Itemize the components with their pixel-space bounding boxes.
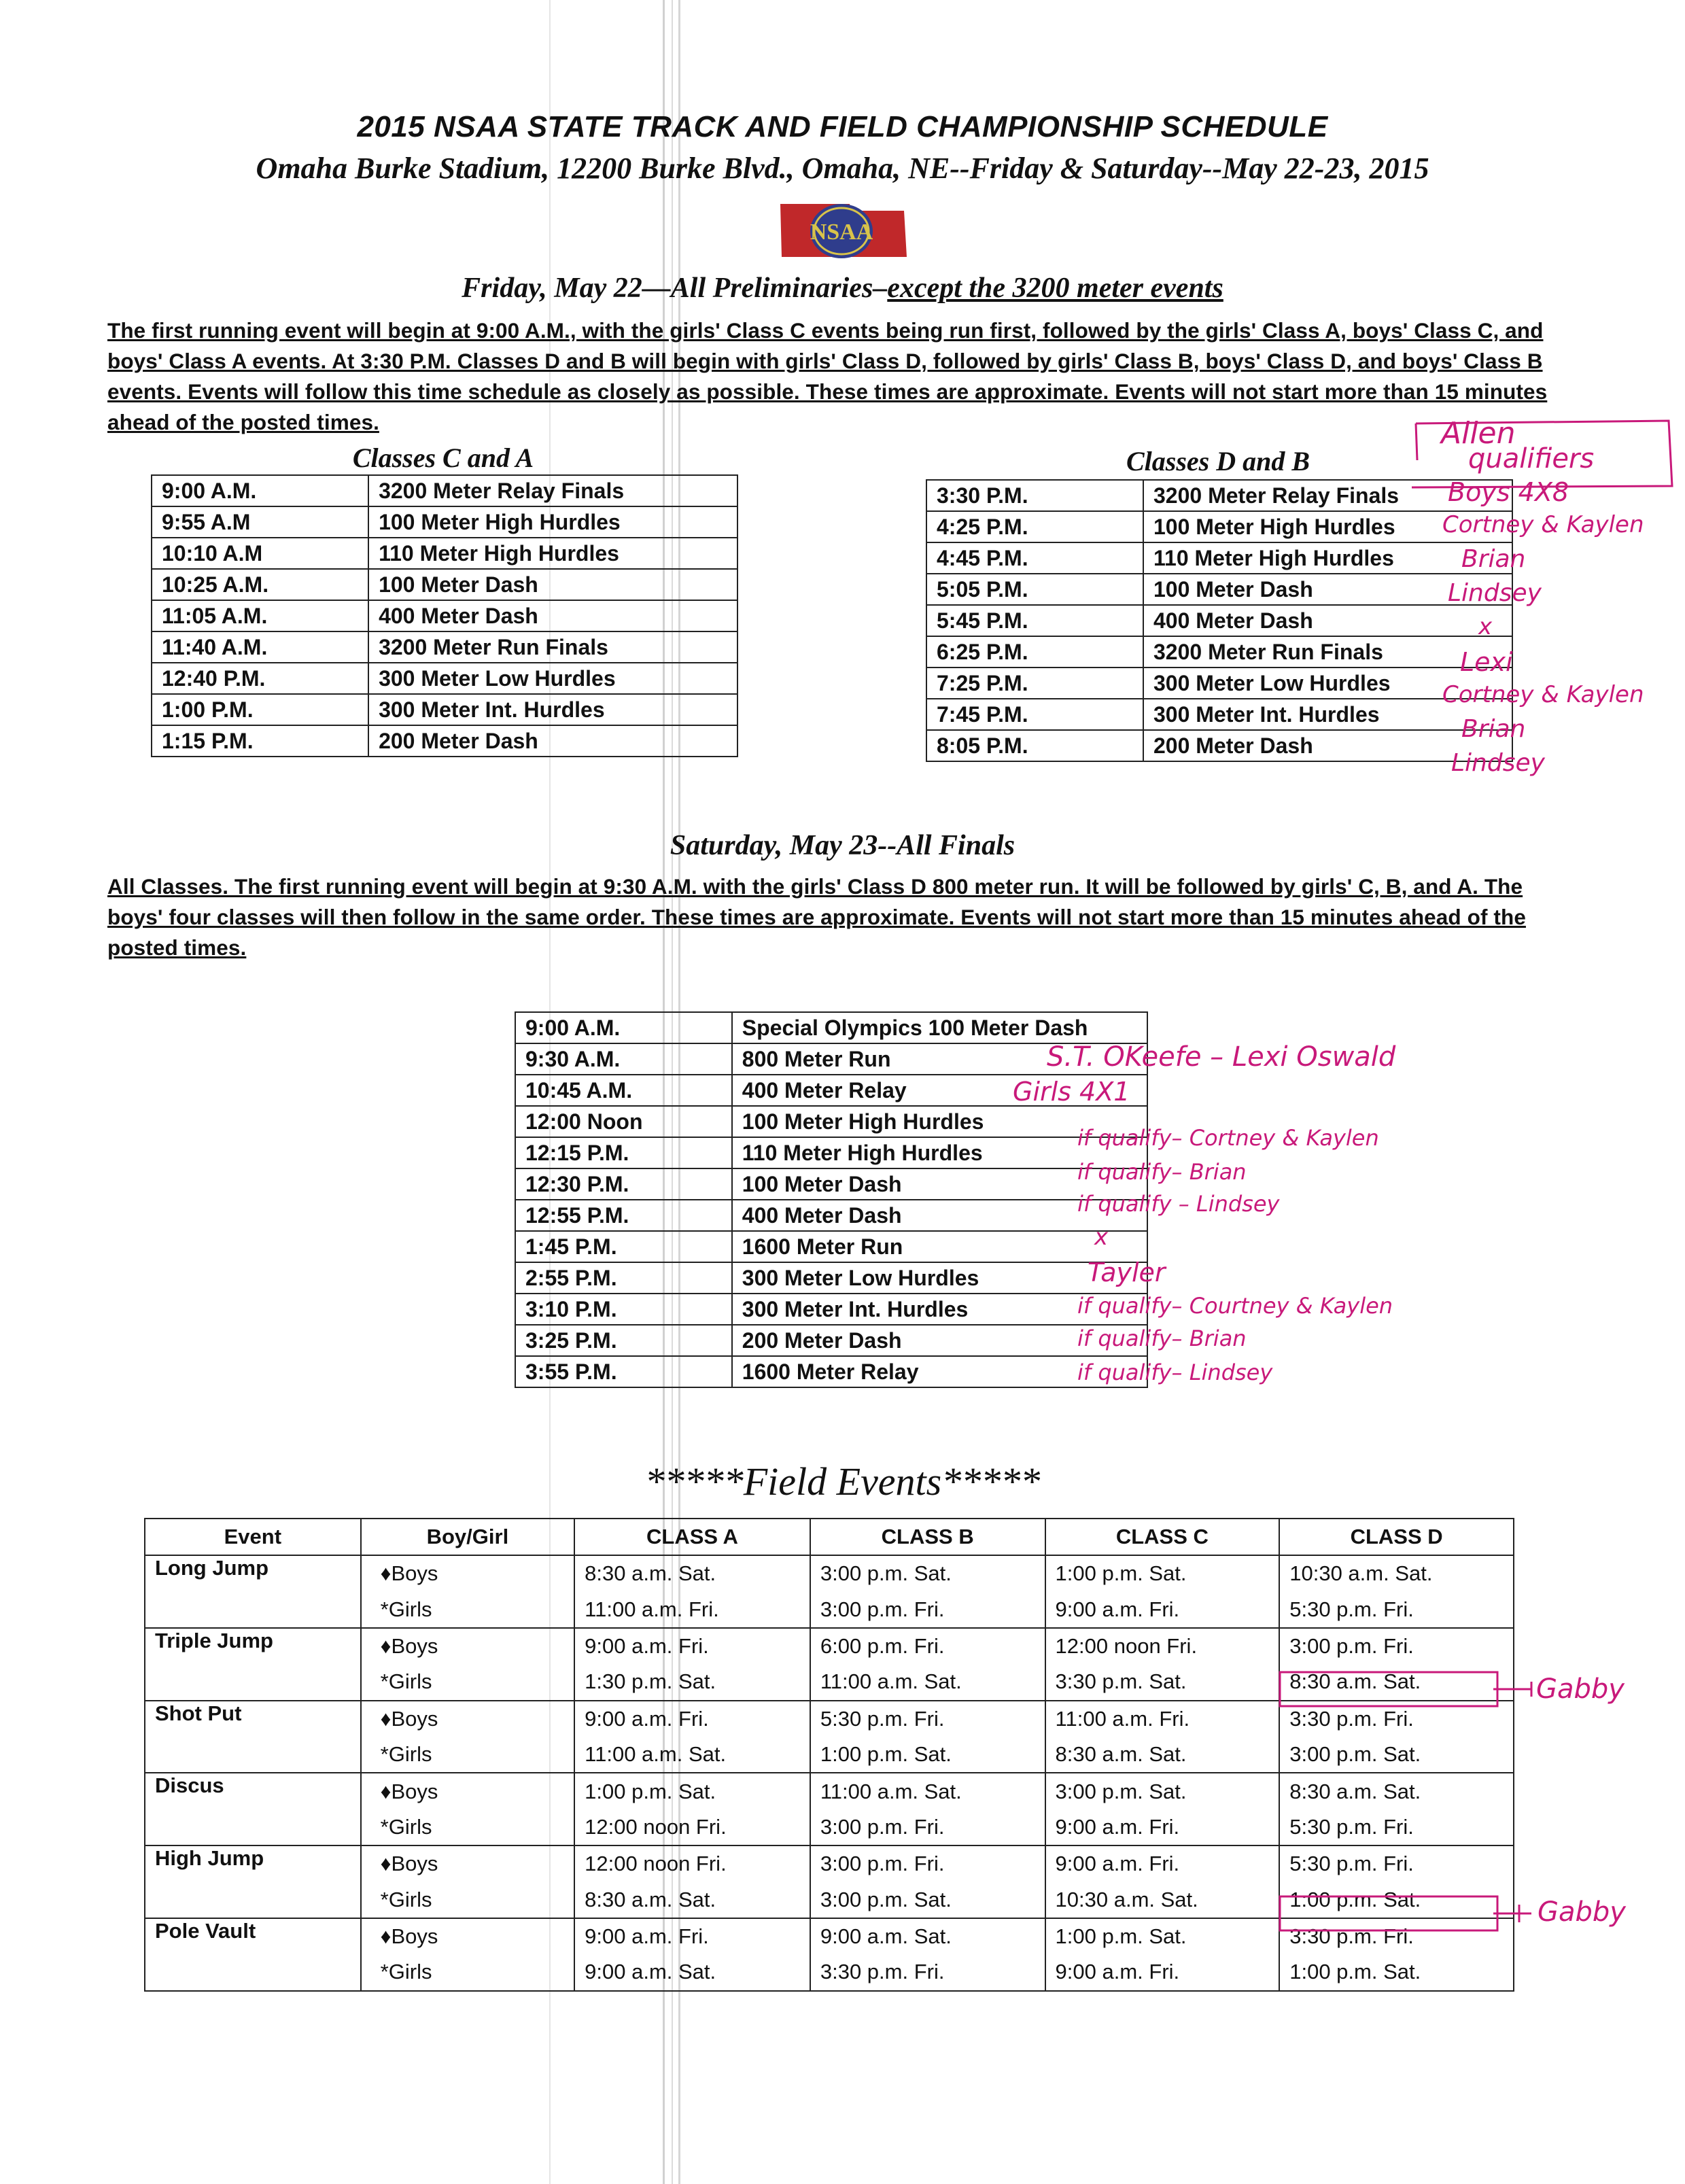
field-class-a: 12:00 noon Fri. (574, 1809, 810, 1845)
classes-ca-heading: Classes C and A (352, 443, 534, 473)
schedule-event: 300 Meter Int. Hurdles (732, 1294, 1147, 1325)
field-class-a: 9:00 a.m. Fri. (574, 1918, 810, 1954)
diamond-icon: ♦ (380, 1706, 392, 1731)
field-event-name: Long Jump (145, 1555, 361, 1591)
hw-db-note: Brian (1461, 715, 1526, 743)
friday-paragraph: The first running event will begin at 9:00 A.M., with the girls' Class C events being run first, followed by the girls' Class A, boys' Class C, and boys' Class A events. At 3:30 P.M. Classes D and B will begin with girls' Class D, followed by girls' Class B, boys' Class D, and boys' Class B events. Events will follow this time schedule as closely as possible. These times are approximate. Events will not start more than 15 minutes ahead of the posted times. (107, 318, 1548, 434)
schedule-event: 100 Meter Dash (368, 569, 737, 600)
schedule-event: 1600 Meter Run (732, 1231, 1147, 1262)
field-header-cell: CLASS B (810, 1519, 1045, 1555)
diamond-icon: ♦ (380, 1924, 392, 1949)
schedule-time: 10:10 A.M (152, 538, 368, 569)
field-header-cell: CLASS A (574, 1519, 810, 1555)
gabby-box-2 (1278, 1894, 1502, 1934)
schedule-time: 5:45 P.M. (926, 605, 1143, 636)
hw-db-note: Lexi (1460, 647, 1513, 677)
field-gender (361, 1701, 574, 1737)
schedule-time: 11:05 A.M. (152, 600, 368, 631)
schedule-time: 10:45 A.M. (515, 1075, 732, 1106)
field-gender (361, 1845, 574, 1882)
field-gender-label: Girls (388, 1669, 432, 1694)
field-event-name (145, 1882, 361, 1918)
schedule-row (152, 475, 737, 506)
field-event-name (145, 1809, 361, 1845)
field-class-b: 6:00 p.m. Fri. (810, 1628, 1045, 1664)
schedule-time: 9:30 A.M. (515, 1043, 732, 1075)
field-class-b: 11:00 a.m. Sat. (810, 1664, 1045, 1700)
field-class-b: 3:00 p.m. Fri. (810, 1845, 1045, 1882)
field-row (145, 1628, 1514, 1664)
field-class-b: 3:00 p.m. Sat. (810, 1882, 1045, 1918)
schedule-time: 1:00 P.M. (152, 694, 368, 725)
field-gender (361, 1737, 574, 1773)
schedule-event: 200 Meter Dash (1143, 730, 1512, 761)
field-event-name: Triple Jump (145, 1628, 361, 1664)
field-gender-label: Girls (388, 1597, 432, 1621)
field-class-d: 3:00 p.m. Fri. (1279, 1628, 1514, 1664)
hw-db-note: Boys 4X8 (1448, 477, 1569, 507)
schedule-time: 2:55 P.M. (515, 1262, 732, 1294)
schedule-time: 3:30 P.M. (926, 480, 1143, 511)
schedule-time: 9:00 A.M. (515, 1012, 732, 1043)
field-class-b: 3:00 p.m. Fri. (810, 1809, 1045, 1845)
saturday-heading: Saturday, May 23--All Finals (670, 830, 1015, 861)
field-event-name: Shot Put (145, 1701, 361, 1737)
field-class-a: 9:00 a.m. Fri. (574, 1628, 810, 1664)
asterisk-icon: * (380, 1887, 389, 1911)
schedule-event: 3200 Meter Run Finals (368, 631, 737, 663)
field-event-name (145, 1954, 361, 1990)
hw-allen: Allen (1441, 416, 1516, 451)
diamond-icon: ♦ (380, 1633, 392, 1658)
field-class-d: 5:30 p.m. Fri. (1279, 1809, 1514, 1845)
field-class-a: 9:00 a.m. Fri. (574, 1701, 810, 1737)
asterisk-icon: * (380, 1742, 389, 1767)
field-class-c: 10:30 a.m. Sat. (1045, 1882, 1280, 1918)
field-gender (361, 1882, 574, 1918)
schedule-row (926, 699, 1512, 730)
hw-sat-note: if qualify– Cortney & Kaylen (1077, 1125, 1379, 1151)
schedule-row (515, 1294, 1147, 1325)
field-event-name: Pole Vault (145, 1918, 361, 1954)
field-class-d: 10:30 a.m. Sat. (1279, 1555, 1514, 1591)
schedule-event: 100 Meter High Hurdles (1143, 511, 1512, 542)
field-class-c: 3:00 p.m. Sat. (1045, 1773, 1280, 1809)
field-gender-label: Boys (391, 1779, 438, 1803)
field-header-cell: Boy/Girl (361, 1519, 574, 1555)
field-class-c: 3:30 p.m. Sat. (1045, 1664, 1280, 1700)
hw-sat-note: if qualify– Brian (1077, 1159, 1247, 1185)
schedule-row (515, 1200, 1147, 1231)
friday-heading (0, 272, 1685, 305)
field-gender (361, 1555, 574, 1591)
field-class-a: 9:00 a.m. Sat. (574, 1954, 810, 1990)
field-class-d: 5:30 p.m. Fri. (1279, 1591, 1514, 1627)
field-class-d: 3:00 p.m. Sat. (1279, 1737, 1514, 1773)
schedule-time: 7:25 P.M. (926, 668, 1143, 699)
schedule-time: 5:05 P.M. (926, 574, 1143, 605)
schedule-row (515, 1262, 1147, 1294)
classes-db-table (926, 479, 1513, 762)
field-header-cell: Event (145, 1519, 361, 1555)
schedule-time: 1:15 P.M. (152, 725, 368, 757)
field-class-b: 3:00 p.m. Sat. (810, 1555, 1045, 1591)
schedule-event: 3200 Meter Relay Finals (368, 475, 737, 506)
hw-db-note: Lindsey (1448, 579, 1542, 607)
diamond-icon: ♦ (380, 1852, 392, 1876)
field-events-heading: *****Field Events***** (644, 1459, 1041, 1504)
schedule-row (152, 600, 737, 631)
field-class-b: 5:30 p.m. Fri. (810, 1701, 1045, 1737)
schedule-event: 400 Meter Dash (368, 600, 737, 631)
field-class-c: 11:00 a.m. Fri. (1045, 1701, 1280, 1737)
schedule-time: 9:00 A.M. (152, 475, 368, 506)
field-event-name (145, 1664, 361, 1700)
schedule-event: 400 Meter Dash (732, 1200, 1147, 1231)
field-class-c: 8:30 a.m. Sat. (1045, 1737, 1280, 1773)
schedule-time: 3:10 P.M. (515, 1294, 732, 1325)
diamond-icon: ♦ (380, 1561, 392, 1586)
gabby-box-1 (1278, 1670, 1502, 1710)
schedule-time: 10:25 A.M. (152, 569, 368, 600)
field-row (145, 1591, 1514, 1627)
field-class-c: 9:00 a.m. Fri. (1045, 1845, 1280, 1882)
schedule-time: 12:00 Noon (515, 1106, 732, 1137)
field-gender-label: Girls (388, 1814, 432, 1839)
field-class-d: 1:00 p.m. Sat. (1279, 1954, 1514, 1990)
schedule-time: 1:45 P.M. (515, 1231, 732, 1262)
field-gender (361, 1628, 574, 1664)
schedule-time: 4:45 P.M. (926, 542, 1143, 574)
field-header-cell: CLASS D (1279, 1519, 1514, 1555)
hw-sat-note: Tayler (1088, 1258, 1166, 1287)
schedule-row (152, 725, 737, 757)
field-class-d: 3:30 p.m. Fri. (1279, 1701, 1514, 1737)
schedule-row (926, 542, 1512, 574)
schedule-time: 7:45 P.M. (926, 699, 1143, 730)
field-gender-label: Boys (391, 1633, 438, 1658)
page-title: 2015 NSAA STATE TRACK AND FIELD CHAMPIONSHIP SCHEDULE (357, 110, 1328, 143)
field-class-a: 11:00 a.m. Sat. (574, 1737, 810, 1773)
schedule-event: 100 Meter High Hurdles (368, 506, 737, 538)
diamond-icon: ♦ (380, 1779, 392, 1803)
schedule-row (926, 605, 1512, 636)
schedule-event: 300 Meter Int. Hurdles (1143, 699, 1512, 730)
hw-sat-note: if qualify– Courtney & Kaylen (1077, 1293, 1393, 1319)
schedule-row (515, 1325, 1147, 1356)
field-gender (361, 1918, 574, 1954)
field-event-name (145, 1737, 361, 1773)
field-class-c: 12:00 noon Fri. (1045, 1628, 1280, 1664)
schedule-event: Special Olympics 100 Meter Dash (732, 1012, 1147, 1043)
asterisk-icon: * (380, 1960, 389, 1984)
schedule-event: 1600 Meter Relay (732, 1356, 1147, 1387)
schedule-time: 12:55 P.M. (515, 1200, 732, 1231)
field-class-a: 8:30 a.m. Sat. (574, 1882, 810, 1918)
schedule-row (926, 574, 1512, 605)
asterisk-icon: * (380, 1814, 389, 1839)
field-class-d: 8:30 a.m. Sat. (1279, 1664, 1514, 1700)
schedule-time: 12:15 P.M. (515, 1137, 732, 1168)
field-class-b: 3:00 p.m. Fri. (810, 1591, 1045, 1627)
asterisk-icon: * (380, 1669, 389, 1694)
hw-sat-note: if qualify – Lindsey (1077, 1191, 1280, 1217)
classes-ca-table (151, 474, 738, 757)
field-class-c: 1:00 p.m. Sat. (1045, 1555, 1280, 1591)
hw-db-note: Cortney & Kaylen (1442, 511, 1644, 538)
hw-db-note: x (1478, 613, 1493, 640)
field-row (145, 1737, 1514, 1773)
field-gender-label: Boys (391, 1561, 438, 1586)
field-class-c: 1:00 p.m. Sat. (1045, 1918, 1280, 1954)
page-subtitle: Omaha Burke Stadium, 12200 Burke Blvd., Omaha, NE--Friday & Saturday--May 22-23, 2015 (256, 152, 1429, 185)
field-class-c: 9:00 a.m. Fri. (1045, 1809, 1280, 1845)
friday-heading-underlined: except the 3200 meter events (887, 273, 1223, 304)
field-class-a: 8:30 a.m. Sat. (574, 1555, 810, 1591)
field-gender (361, 1773, 574, 1809)
saturday-paragraph: All Classes. The first running event will begin at 9:30 A.M. with the girls' Class D 800 meter run. It will be followed by girls' C, B, and A. The boys' four classes will then follow in the same order. These times are approximate. Events will not start more than 15 minutes ahead of the posted times. (107, 874, 1526, 960)
hw-sat-note: S.T. OKeefe – Lexi Oswald (1047, 1041, 1396, 1073)
schedule-event: 400 Meter Dash (1143, 605, 1512, 636)
field-class-b: 3:30 p.m. Fri. (810, 1954, 1045, 1990)
field-gender (361, 1664, 574, 1700)
schedule-event: 100 Meter High Hurdles (732, 1106, 1147, 1137)
schedule-event: 110 Meter High Hurdles (1143, 542, 1512, 574)
schedule-time: 6:25 P.M. (926, 636, 1143, 668)
field-gender-label: Boys (391, 1924, 438, 1949)
hw-db-note: Cortney & Kaylen (1442, 681, 1644, 708)
schedule-row (515, 1356, 1147, 1387)
field-gender (361, 1954, 574, 1990)
field-class-d: 8:30 a.m. Sat. (1279, 1773, 1514, 1809)
field-class-a: 1:30 p.m. Sat. (574, 1664, 810, 1700)
field-class-b: 11:00 a.m. Sat. (810, 1773, 1045, 1809)
friday-heading-main: Friday, May 22—All Preliminaries– (462, 273, 888, 304)
field-row (145, 1809, 1514, 1845)
schedule-time: 12:30 P.M. (515, 1168, 732, 1200)
field-class-b: 1:00 p.m. Sat. (810, 1737, 1045, 1773)
schedule-row (515, 1137, 1147, 1168)
schedule-row (152, 506, 737, 538)
field-event-name: Discus (145, 1773, 361, 1809)
schedule-time: 3:55 P.M. (515, 1356, 732, 1387)
field-row (145, 1845, 1514, 1882)
schedule-event: 300 Meter Low Hurdles (1143, 668, 1512, 699)
schedule-time: 11:40 A.M. (152, 631, 368, 663)
field-class-a: 11:00 a.m. Fri. (574, 1591, 810, 1627)
hw-qualifiers: qualifiers (1468, 443, 1595, 474)
schedule-row (515, 1231, 1147, 1262)
schedule-event: 100 Meter Dash (1143, 574, 1512, 605)
field-event-name (145, 1591, 361, 1627)
hw-sat-note: if qualify– Brian (1077, 1325, 1247, 1351)
hw-gabby-1: Gabby (1536, 1674, 1625, 1705)
field-gender-label: Girls (388, 1960, 432, 1984)
field-gender-label: Girls (388, 1742, 432, 1767)
field-class-c: 9:00 a.m. Fri. (1045, 1591, 1280, 1627)
classes-db-heading: Classes D and B (1126, 446, 1310, 476)
schedule-row (926, 668, 1512, 699)
field-gender-label: Girls (388, 1887, 432, 1911)
schedule-event: 110 Meter High Hurdles (732, 1137, 1147, 1168)
schedule-event: 3200 Meter Run Finals (1143, 636, 1512, 668)
schedule-event: 200 Meter Dash (368, 725, 737, 757)
field-gender (361, 1591, 574, 1627)
schedule-event: 800 Meter Run (732, 1043, 1147, 1075)
field-row (145, 1954, 1514, 1990)
schedule-event: 300 Meter Low Hurdles (368, 663, 737, 694)
field-class-d: 1:00 p.m. Sat. (1279, 1882, 1514, 1918)
asterisk-icon: * (380, 1597, 389, 1621)
schedule-time: 12:40 P.M. (152, 663, 368, 694)
schedule-event: 3200 Meter Relay Finals (1143, 480, 1512, 511)
field-gender-label: Boys (391, 1852, 438, 1876)
schedule-event: 400 Meter Relay (732, 1075, 1147, 1106)
schedule-row (515, 1168, 1147, 1200)
schedule-row (926, 730, 1512, 761)
nsaa-logo (775, 196, 911, 264)
hw-sat-note: x (1094, 1224, 1109, 1251)
field-class-a: 1:00 p.m. Sat. (574, 1773, 810, 1809)
hw-db-note: Lindsey (1451, 749, 1545, 777)
schedule-row (152, 663, 737, 694)
schedule-time: 9:55 A.M (152, 506, 368, 538)
field-event-name: High Jump (145, 1845, 361, 1882)
schedule-time: 3:25 P.M. (515, 1325, 732, 1356)
field-header-row (145, 1519, 1514, 1555)
schedule-time: 4:25 P.M. (926, 511, 1143, 542)
schedule-row (926, 636, 1512, 668)
schedule-event: 300 Meter Int. Hurdles (368, 694, 737, 725)
field-class-a: 12:00 noon Fri. (574, 1845, 810, 1882)
hw-gabby-2: Gabby (1538, 1896, 1626, 1928)
field-class-c: 9:00 a.m. Fri. (1045, 1954, 1280, 1990)
field-class-d: 5:30 p.m. Fri. (1279, 1845, 1514, 1882)
schedule-row (152, 694, 737, 725)
field-class-b: 9:00 a.m. Sat. (810, 1918, 1045, 1954)
schedule-row (926, 511, 1512, 542)
field-gender (361, 1809, 574, 1845)
field-row (145, 1773, 1514, 1809)
logo-text: NSAA (810, 220, 873, 245)
schedule-row (515, 1012, 1147, 1043)
hw-sat-note: if qualify– Lindsey (1077, 1359, 1273, 1385)
field-row (145, 1555, 1514, 1591)
schedule-event: 100 Meter Dash (732, 1168, 1147, 1200)
field-gender-label: Boys (391, 1706, 438, 1731)
schedule-time: 8:05 P.M. (926, 730, 1143, 761)
schedule-event: 300 Meter Low Hurdles (732, 1262, 1147, 1294)
schedule-row (152, 569, 737, 600)
schedule-event: 110 Meter High Hurdles (368, 538, 737, 569)
hw-sat-note: Girls 4X1 (1013, 1077, 1130, 1107)
schedule-row (152, 538, 737, 569)
field-class-d: 3:30 p.m. Fri. (1279, 1918, 1514, 1954)
hw-db-note: Brian (1461, 545, 1526, 573)
field-header-cell: CLASS C (1045, 1519, 1280, 1555)
schedule-event: 200 Meter Dash (732, 1325, 1147, 1356)
schedule-row (515, 1106, 1147, 1137)
schedule-row (152, 631, 737, 663)
